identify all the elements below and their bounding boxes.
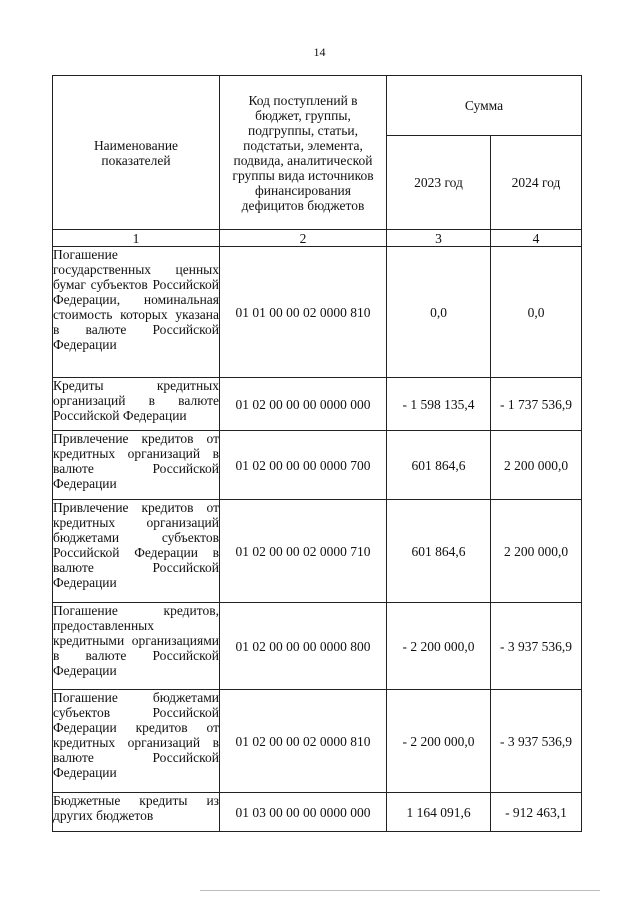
header-name: Наименование показателей (53, 76, 220, 230)
table-row (53, 793, 582, 832)
row-name: Привлечение кредитов от кредитных организаций в валюте Российской Федерации (53, 431, 220, 500)
table-row (53, 247, 582, 378)
row-value-2024: 2 200 000,0 (491, 500, 582, 603)
row-value-2024: - 912 463,1 (491, 793, 582, 832)
row-name: Погашение кредитов, предоставленных кредитными организациями в валюте Российской Федерации (53, 603, 220, 690)
table-row (53, 500, 582, 603)
row-value-2023: - 2 200 000,0 (387, 690, 491, 793)
header-sum: Сумма (387, 76, 582, 136)
row-code: 01 02 00 00 02 0000 810 (220, 690, 387, 793)
column-number: 2 (220, 230, 387, 247)
row-name: Погашение государственных ценных бумаг субъектов Российской Федерации, номинальная стоимость которых указана в валюте Российской Федерации (53, 247, 220, 378)
column-number-row (53, 230, 582, 247)
row-code: 01 02 00 00 00 0000 800 (220, 603, 387, 690)
row-value-2024: - 3 937 536,9 (491, 603, 582, 690)
row-code: 01 03 00 00 00 0000 000 (220, 793, 387, 832)
scan-artifact-line (200, 890, 600, 891)
header-year-2024: 2024 год (491, 136, 582, 230)
row-value-2023: 0,0 (387, 247, 491, 378)
row-name: Погашение бюджетами субъектов Российской Федерации кредитов от кредитных организаций в валюте Российской Федерации (53, 690, 220, 793)
column-number: 3 (387, 230, 491, 247)
table-row (53, 431, 582, 500)
row-value-2024: 2 200 000,0 (491, 431, 582, 500)
table-row (53, 603, 582, 690)
row-value-2024: - 1 737 536,9 (491, 378, 582, 431)
row-value-2023: 601 864,6 (387, 431, 491, 500)
budget-sources-table (52, 75, 582, 832)
row-value-2024: - 3 937 536,9 (491, 690, 582, 793)
row-value-2023: - 1 598 135,4 (387, 378, 491, 431)
column-number: 4 (491, 230, 582, 247)
row-name: Привлечение кредитов от кредитных организаций бюджетами субъектов Российской Федерации в валюте Российской Федерации (53, 500, 220, 603)
table-row (53, 690, 582, 793)
row-code: 01 02 00 00 00 0000 000 (220, 378, 387, 431)
row-code: 01 02 00 00 00 0000 700 (220, 431, 387, 500)
table-row (53, 378, 582, 431)
row-value-2023: 1 164 091,6 (387, 793, 491, 832)
row-value-2023: - 2 200 000,0 (387, 603, 491, 690)
row-name: Кредиты кредитных организаций в валюте Российской Федерации (53, 378, 220, 431)
header-code: Код поступлений в бюджет, группы, подгруппы, статьи, подстатьи, элемента, подвида, аналитической группы вида источников финансирования дефицитов бюджетов (220, 76, 387, 230)
row-value-2024: 0,0 (491, 247, 582, 378)
header-year-2023: 2023 год (387, 136, 491, 230)
row-value-2023: 601 864,6 (387, 500, 491, 603)
row-name: Бюджетные кредиты из других бюджетов (53, 793, 220, 832)
page-number: 14 (313, 45, 326, 59)
row-code: 01 02 00 00 02 0000 710 (220, 500, 387, 603)
column-number: 1 (53, 230, 220, 247)
row-code: 01 01 00 00 02 0000 810 (220, 247, 387, 378)
